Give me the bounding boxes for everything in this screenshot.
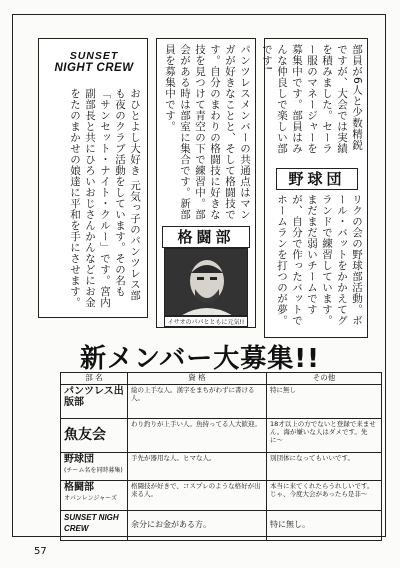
- fighting-club-heading: 格闘部: [162, 226, 250, 248]
- logo-line-1: SUNSET: [69, 50, 119, 62]
- club-name: 魚友会: [64, 427, 106, 443]
- header-other: その他: [267, 373, 382, 385]
- row-qualification: 手先が器用な人。ヒマな人。: [128, 453, 267, 481]
- club-sub: (チーム名を同時募集): [64, 467, 123, 474]
- photo-caption: イサオのパパとともに元気!!: [164, 316, 248, 327]
- recruit-title: 新メンバー大募集!!: [80, 344, 320, 374]
- sunset-night-crew-logo: [44, 50, 144, 74]
- table-row: [61, 511, 382, 541]
- member-photo: [164, 248, 248, 316]
- middle-panel-text: パンツレスメンバーの共通点はマンガが好きなことと、そして格闘技です。自分のまわりの格闘技に好きな技を見つけて青空の下で練習中。部会がある時は部室に集合です。新部員を募集中です。: [164, 44, 251, 220]
- row-club: [61, 419, 128, 453]
- table-row: [61, 385, 382, 419]
- row-other: 特に無し: [267, 385, 382, 419]
- row-qualification: 格闘技が好きで、コスプレのような格好が出来る人。: [128, 481, 267, 511]
- club-name: SUNSET NIGH CREW: [64, 513, 119, 533]
- row-club: [61, 481, 128, 511]
- logo-line-2: NIGHT CREW: [54, 62, 134, 74]
- club-sub: オパンレンジャーズ: [64, 495, 118, 502]
- header-club: 部 名: [61, 373, 128, 385]
- row-other: 別団体になってもいいです。: [267, 453, 382, 481]
- table-row: [61, 481, 382, 511]
- club-name: 格闘部: [64, 482, 94, 493]
- left-panel-text: おひとよし大好き 元気っ子のパンツレス部も夜のクラブ活動をしています。その名も「サンセット・ナイト・クルー」です。宮内副部長と共にひろいおじさんかんなどにお金をたのまかせの娘達に平和を手にさせます。: [69, 88, 141, 308]
- club-name: 野球団: [64, 454, 94, 465]
- row-club: [61, 453, 128, 481]
- table-header-row: [61, 373, 382, 385]
- table-row: [61, 453, 382, 481]
- right-panel-text-2: リクの会の野球部活動。ボール・バットをかかえてグランドで練習しています。まだまだ弱いチームですが、自分で作ったバットでホームランを打つのが夢。: [276, 194, 363, 326]
- page-number: 57: [34, 546, 47, 557]
- row-qualification: 絵の上手な人。漢字をまちがわずに書ける人。: [128, 385, 267, 419]
- table-row: [61, 419, 382, 453]
- recruit-table: [60, 372, 382, 541]
- row-qualification: 余分にお金がある方。: [128, 511, 267, 541]
- header-qualification: 資 格: [128, 373, 267, 385]
- row-other: 18才以上の方でないと登録で来ません。海が嫌いな人はダメです。先に〜: [267, 419, 382, 453]
- right-panel-text: 部員が6人と少数精鋭ですが、大会では実績を積みました。セーラー服のマネージャーを募集中です。部員はみんな仲良しで楽しい部です!: [261, 44, 363, 154]
- row-qualification: わり釣りが上手い人。魚持ってる人大歓迎。: [128, 419, 267, 453]
- row-club: [61, 511, 128, 541]
- baseball-club-heading: 野球団: [276, 168, 358, 190]
- row-other: 特に無し。: [267, 511, 382, 541]
- club-name: パンツレス出版部: [64, 386, 124, 408]
- row-other: 本当に来てくれたらうれしいです。じゃ、今度大会があったら是非〜: [267, 481, 382, 511]
- row-club: [61, 385, 128, 419]
